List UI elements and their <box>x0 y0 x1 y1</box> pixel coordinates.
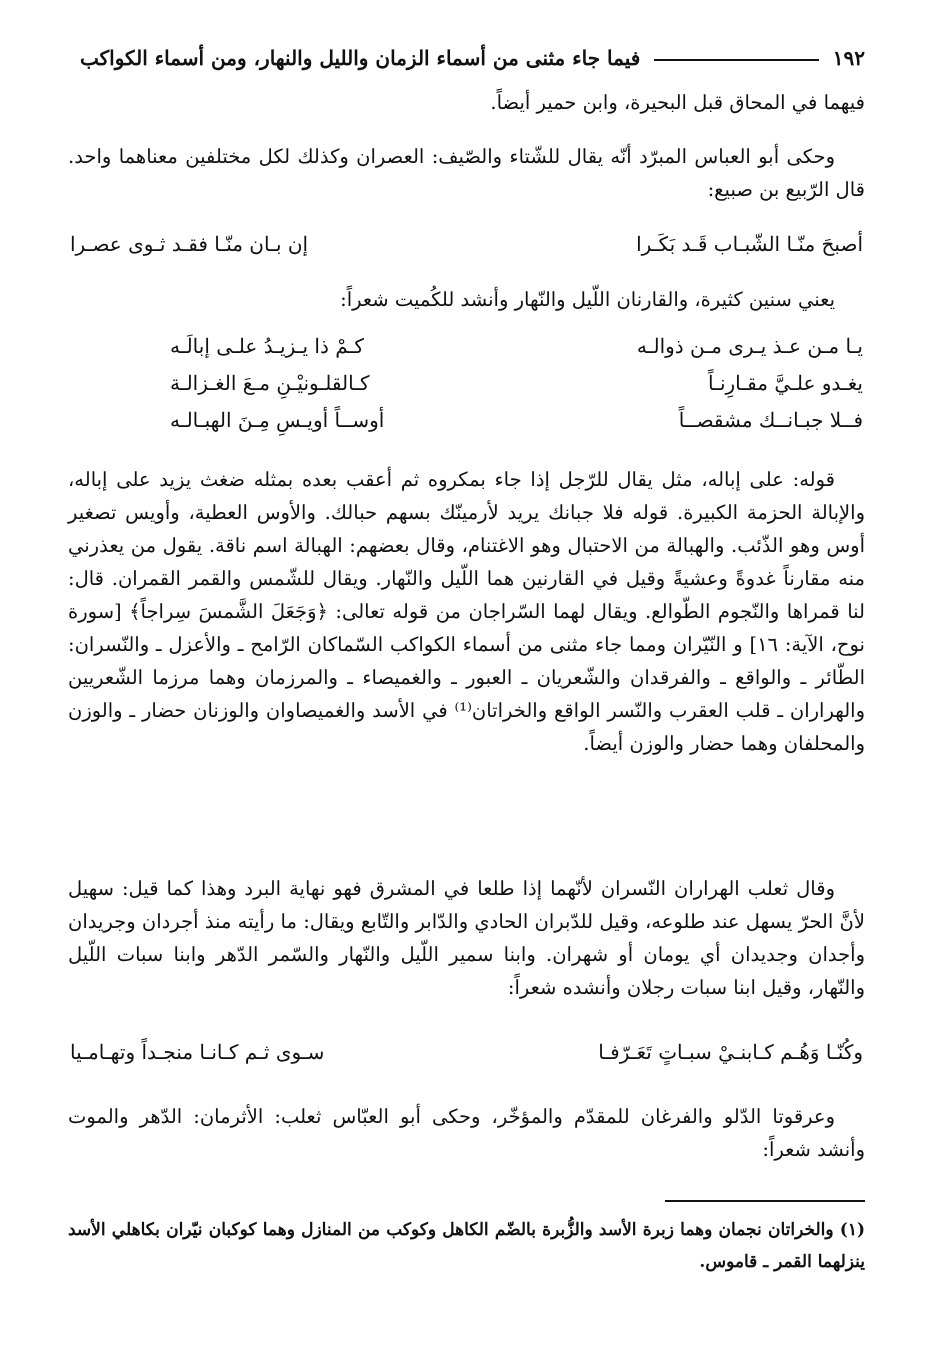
paragraph-4: قوله: على إباله، مثل يقال للرّجل إذا جاء بمكروه ثم أعقب بعده بمثله ضغث يزيد على إباله، والإبالة الحزمة الكبيرة. قوله فلا جبانك يريد لأرمينّك بسهم حبالك. والأوس العطية، وأويس تصغير أوس وهو الذّئب. والهبالة من الاحتبال وهو الاغتنام، وقال بعضهم: الهبالة اسم ناقة. يقول من يعذرني منه مقارناً غدوةً وعشيةً وقيل في القارنين هما اللّيل والنّهار. ويقال للشّمس والقمر القمران. قال: لنا قمراها والنّجوم الطّوالع. ويقال لهما السّراجان من قوله تعالى: ﴿وَجَعَلَ الشَّمسَ سِراجاً﴾ [سورة نوح، الآية: ١٦] و النّيّران ومما جاء مثنى من أسماء الكواكب السّماكان الرّامح ـ والأعزل ـ والنّسران: الطّائر ـ والواقع ـ والفرقدان والشّعريان ـ العبور ـ والغميصاء ـ والمرزمان وهما مرزما الشّعريين والهراران ـ قلب العقرب والنّسر الواقع والخراتان⁽¹⁾ في الأسد والغميصاوان والوزنان حضار ـ والوزن والمحلفان وهما حضار والوزن أيضاً. <box>68 468 866 755</box>
verse-4-first-hemistich: فــلا جبـانــك مشقصــاً <box>678 408 863 432</box>
verse-1 <box>70 232 863 268</box>
verse-2 <box>170 334 863 370</box>
verse-1-second-hemistich: إن بـان منّـا فقـد ثـوى عصـرا <box>70 232 309 256</box>
verse-3 <box>170 371 863 407</box>
paragraph-2: وحكى أبو العباس المبرّد أنّه يقال للشّتاء والصّيف: العصران وكذلك لكل مختلفين معناهما واحد. قال الرّبيع بن صبيع: <box>68 145 865 201</box>
running-title: فيما جاء مثنى من أسماء الزمان والليل والنهار، ومن أسماء الكواكب <box>80 46 641 70</box>
verse-1-first-hemistich: أصبحَ منّـا الشّبـاب قَـد بَكَـرا <box>636 232 863 256</box>
verse-3-second-hemistich: كـالقلـونيْـنِ مـعَ الغـزالـة <box>170 371 370 395</box>
verse-5-second-hemistich: سـوى ثـم كـانـا منجـداً وتهـامـيا <box>70 1040 325 1064</box>
verse-2-first-hemistich: يـا مـن عـذ يـرى مـن ذوالـه <box>636 334 863 358</box>
paragraph-1: فيهما في المحاق قبل البحيرة، وابن حمير أيضاً. <box>490 91 865 114</box>
footnote-rule <box>665 1200 865 1202</box>
verse-5-first-hemistich: وكُنّـا وَهُـم كـابنـيْ سبـاتٍ تَعَـرّفـا <box>598 1040 863 1064</box>
paragraph-5: وقال ثعلب الهراران النّسران لأنّهما إذا طلعا في المشرق فهو نهاية البرد وهذا كما قيل: سهيل لأنَّ الحرّ يسهل عند طلوعه، وقيل للدّبران الحادي والدّابر والتّابع ويقال: ما رأيته منذ أجردان وجريدان وأجدان وجديدان أي يومان أو شهران. وابنا سمير اللّيل والنّهار والسّمر الدّهر وابنا سبات اللّيل والنّهار، وقيل ابنا سبات رجلان وأنشده شعراً: <box>68 877 865 999</box>
running-header <box>80 36 865 70</box>
verse-2-second-hemistich: كـمْ ذا يـزيـدُ علـى إبالَـه <box>170 334 364 358</box>
verse-3-first-hemistich: يغـدو علـيَّ مقـارِنـاً <box>708 371 863 395</box>
verse-4 <box>170 408 863 444</box>
paragraph-3: يعني سنين كثيرة، والقارنان اللّيل والنّهار وأنشد للكُميت شعراً: <box>340 288 835 311</box>
paragraph-6: وعرقوتا الدّلو والفرغان للمقدّم والمؤخّر، وحكى أبو العبّاس ثعلب: الأثرمان: الدّهر والموت وأنشد شعراً: <box>68 1105 865 1161</box>
page-number: ١٩٢ <box>832 46 865 70</box>
verse-5 <box>70 1040 863 1076</box>
verse-4-second-hemistich: أوســاً أويـسِ مِـنَ الهبـالـه <box>170 408 385 432</box>
header-rule <box>654 59 818 61</box>
footnote-1: (١) والخراتان نجمان وهما زبرة الأسد والزُّبرة بالضّم الكاهل وكوكب من المنازل وهما كوكبان نيّران بكاهلي الأسد ينزلهما القمر ـ قاموس. <box>68 1220 865 1272</box>
